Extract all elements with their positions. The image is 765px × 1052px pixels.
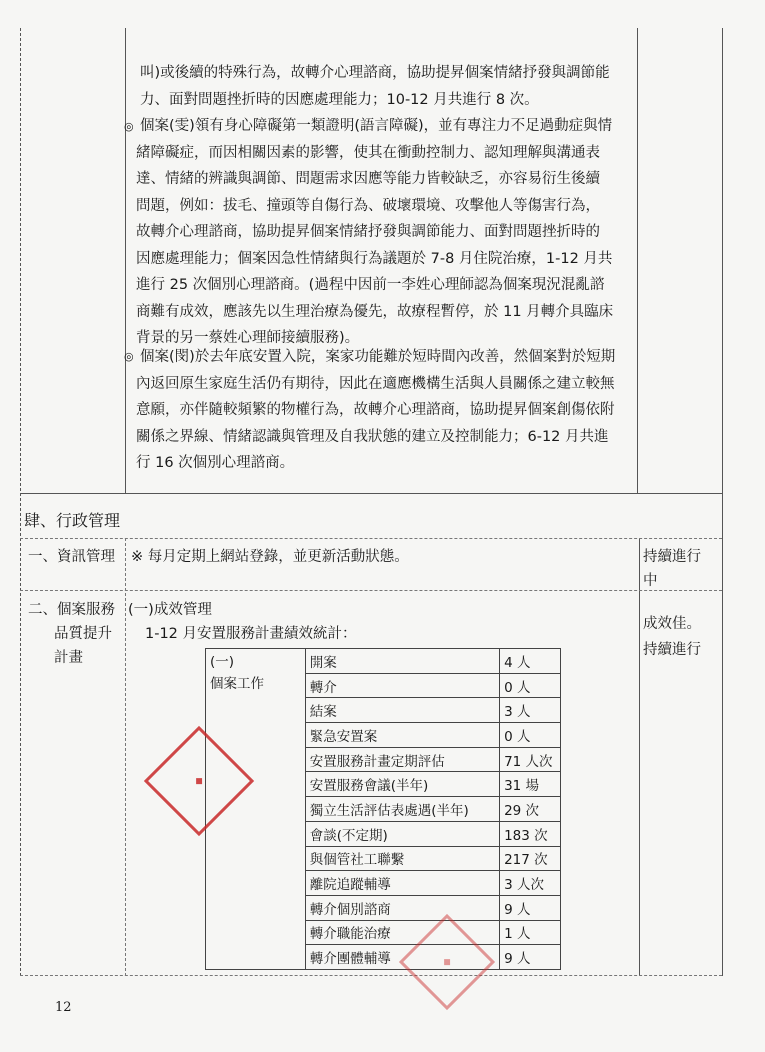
text-line: 叫)或後續的特殊行為，故轉介心理諮商，協助提昇個案情緒抒發與調節能 [140,65,610,81]
row2-item-line2: 品質提升 [54,626,112,642]
table-label-cell: 結案 [305,698,499,723]
text-line: 個案(雯)領有身心障礙第一類證明(語言障礙)，並有專注力不足過動症與情 [140,118,613,134]
table-value-cell: 3 人 [500,698,561,723]
row1-content: ※ 每月定期上網站登錄，並更新活動狀態。 [131,549,409,565]
frame-col1-line [125,28,126,493]
row-divider-2 [20,538,722,539]
row2-item-line3: 計畫 [54,650,83,666]
stats-table [205,648,561,970]
table-label-cell: 獨立生活評估表處遇(半年) [305,797,499,822]
bullet-icon: ◎ [124,350,134,363]
table-value-cell: 29 次 [500,797,561,822]
row1-item: 一、資訊管理 [28,549,115,565]
table-value-cell: 31 場 [500,772,561,797]
table-row [206,649,561,674]
table-value-cell: 183 次 [500,821,561,846]
row2-intro: 1-12 月安置服務計畫績效統計： [145,626,357,642]
text-line: 個案(閔)於去年底安置入院，案家功能難於短時間內改善，然個案對於短期 [140,349,616,365]
red-seal-stamp: ◆ [144,726,254,836]
table-category-line: 個案工作 [210,676,264,692]
table-label-cell: 轉介團體輔導 [305,945,499,970]
table-label-cell: 轉介 [305,673,499,698]
table-label-cell: 離院追蹤輔導 [305,871,499,896]
page-number: 12 [55,1000,72,1015]
text-line: 進行 25 次個別心理諮商。(過程中因前一李姓心理師認為個案現況混亂諮 [136,277,605,293]
text-line: 意願，亦伴隨較頻繁的物權行為，故轉介心理諮商，協助提昇個案創傷依附 [136,402,615,418]
bullet-icon: ◎ [124,120,134,133]
table-label-cell: 安置服務會議(半年) [305,772,499,797]
row1-status-line1: 持續進行 [643,549,701,565]
table-value-cell: 0 人 [500,723,561,748]
paragraph-1 [140,60,645,113]
section-title: 肆、行政管理 [24,511,121,530]
text-line: 行 16 次個別心理諮商。 [136,455,295,471]
table-value-cell: 4 人 [500,649,561,674]
table-value-cell: 9 人 [500,945,561,970]
paragraph-3 [136,344,645,477]
table-value-cell: 1 人 [500,920,561,945]
table-label-cell: 轉介職能治療 [305,920,499,945]
text-line: 商難有成效，應該先以生理治療為優先，故療程暫停，於 11 月轉介具臨床 [136,303,614,320]
text-line: 關係之界線、情緒認識與管理及自我狀態的建立及控制能力；6-12 月共進 [136,428,609,445]
table-value-cell: 0 人 [500,673,561,698]
row2-subtitle: (一)成效管理 [128,602,212,618]
row-divider-4 [20,975,722,976]
frame-col2-line-lower [639,538,640,976]
table-value-cell: 3 人次 [500,871,561,896]
text-line: 故轉介心理諮商，協助提昇個案情緒抒發與調節能力、面對問題挫折時的 [136,224,600,240]
table-label-cell: 緊急安置案 [305,723,499,748]
red-seal-stamp-faint: ◆ [399,914,495,1010]
row2-status-line1: 成效佳。 [643,616,701,632]
text-line: 背景的另一蔡姓心理師接續服務)。 [136,330,360,346]
text-line: 問題，例如：拔毛、撞頭等自傷行為、破壞環境、攻擊他人等傷害行為， [136,197,600,214]
row2-status-line2: 持續進行 [643,642,701,658]
table-label-cell: 與個管社工聯繫 [305,846,499,871]
row-divider-3 [20,590,722,591]
table-label-cell: 開案 [305,649,499,674]
text-line: 達、情緒的辨識與調節、問題需求因應等能力皆較缺乏，亦容易衍生後續 [136,171,600,187]
table-value-cell: 217 次 [500,846,561,871]
row-divider-1 [20,493,722,494]
text-line: 因應處理能力；個案因急性情緒與行為議題於 7-8 月住院治療，1-12 月共 [136,250,613,267]
frame-col1-line-lower [125,538,126,976]
table-value-cell: 9 人 [500,895,561,920]
table-label-cell: 轉介個別諮商 [305,895,499,920]
row2-item-line1: 二、個案服務 [28,602,115,618]
table-label-cell: 安置服務計畫定期評估 [305,747,499,772]
frame-left-line [20,28,21,976]
paragraph-2 [136,113,645,352]
table-value-cell: 71 人次 [500,747,561,772]
table-category-line: (一) [210,654,235,670]
text-line: 內返回原生家庭生活仍有期待，因此在適應機構生活與人員關係之建立較無 [136,375,615,392]
row1-status-line2: 中 [643,573,658,589]
text-line: 緒障礙症，而因相關因素的影響，使其在衝動控制力、認知理解與溝通表 [136,144,600,161]
frame-right-line [722,28,723,976]
text-line: 力、面對問題挫折時的因應處理能力；10-12 月共進行 8 次。 [140,91,539,108]
table-label-cell: 會談(不定期) [305,821,499,846]
